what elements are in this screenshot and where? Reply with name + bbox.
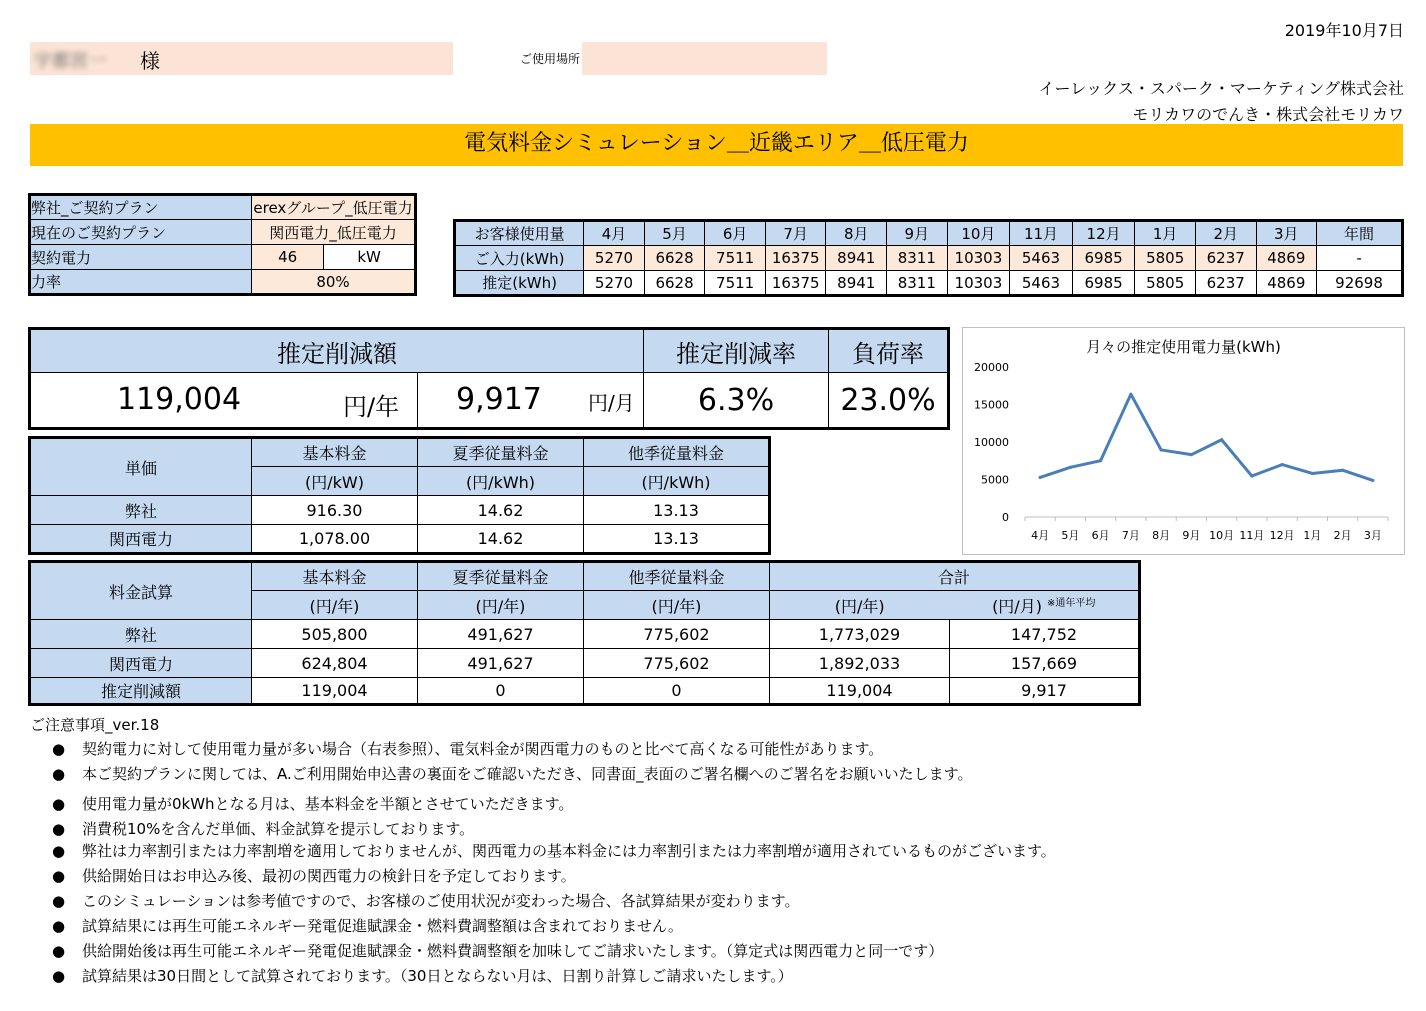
usage-input-value: 7511: [705, 246, 766, 271]
cell-value: 0: [418, 678, 584, 705]
cell-value: 916.30: [252, 496, 418, 525]
title-banner: [30, 124, 1403, 166]
data-point: [1069, 466, 1072, 469]
monthly-cell: [418, 373, 644, 429]
list-item: [52, 818, 474, 839]
customer-name-field: [30, 42, 453, 75]
x-tick-label: 6月: [1091, 529, 1110, 542]
cell-value: 157,669: [950, 649, 1140, 678]
annual-cell: [30, 373, 418, 429]
usage-month-header: 6月: [705, 221, 766, 246]
bullet-icon: ●: [52, 942, 66, 960]
usage-month-header: 12月: [1072, 221, 1135, 246]
x-tick-label: 10月: [1209, 529, 1235, 542]
rate-value: 6.3%: [644, 373, 829, 429]
usage-input-value: 6985: [1072, 246, 1135, 271]
usage-month-header: 8月: [826, 221, 887, 246]
usage-est-value: 5270: [584, 271, 645, 296]
cell-value: 0: [584, 678, 770, 705]
bullet-icon: ●: [52, 740, 66, 758]
row-name: 弊社: [30, 496, 252, 525]
trial-subheader: (円/年): [584, 591, 770, 620]
trial-monthly-subheader-cell: [950, 591, 1140, 620]
bullet-icon: ●: [52, 820, 66, 838]
trial-header: 基本料金: [252, 562, 418, 591]
data-point: [1371, 479, 1374, 482]
unit-price-table: [28, 436, 771, 555]
location-field: [582, 42, 827, 75]
usage-month-header: 10月: [947, 221, 1010, 246]
customer-name: 宇都宮一: [34, 51, 106, 72]
row-name: 関西電力: [30, 525, 252, 554]
x-tick-label: 4月: [1031, 529, 1050, 542]
note-text: このシミュレーションは参考値ですので、お客様のご使用状況が変わった場合、各試算結果が変わります。: [82, 892, 800, 910]
usage-month-header: 5月: [644, 221, 705, 246]
unit-header: 基本料金: [252, 438, 418, 467]
list-item: [52, 793, 573, 814]
trial-subheader: (円/年): [418, 591, 584, 620]
x-tick-label: 2月: [1333, 529, 1352, 542]
y-tick-label: 0: [1002, 511, 1009, 524]
notes-title: ご注意事項_ver.18: [30, 716, 160, 734]
trial-header: 他季従量料金: [584, 562, 770, 591]
pf-label: 力率: [30, 270, 252, 295]
usage-header-label: お客様使用量: [455, 221, 584, 246]
honorific: 様: [140, 49, 160, 73]
company-name-2: モリカワのでんき・株式会社モリカワ: [1132, 105, 1404, 124]
x-tick-label: 3月: [1363, 529, 1382, 542]
usage-month-header: 1月: [1135, 221, 1196, 246]
usage-input-value: 6237: [1195, 246, 1256, 271]
series-line-segment: [1312, 470, 1342, 473]
usage-input-label: ご入力(kWh): [455, 246, 584, 271]
note-text: 試算結果は30日間として試算されております。（30日とならない月は、日割り計算しご請求いたします。）: [82, 967, 793, 985]
usage-month-header: 9月: [887, 221, 948, 246]
trial-subheader: (円/年): [252, 591, 418, 620]
annual-unit: 円/年: [343, 393, 400, 421]
usage-month-header: 2月: [1195, 221, 1256, 246]
row-name: 推定削減額: [30, 678, 252, 705]
cell-value: 14.62: [418, 525, 584, 554]
cell-value: 119,004: [252, 678, 418, 705]
y-tick-label: 5000: [981, 473, 1009, 487]
list-item: [52, 915, 683, 936]
bullet-icon: ●: [52, 867, 66, 885]
report-date: 2019年10月7日: [1284, 21, 1404, 40]
data-point: [1129, 393, 1132, 396]
series-line-segment: [1070, 461, 1100, 468]
list-item: [52, 940, 943, 961]
cell-value: 1,078.00: [252, 525, 418, 554]
chart-title: 月々の推定使用電力量(kWh): [1086, 338, 1281, 356]
table-row: [30, 649, 1140, 678]
usage-est-value: 6628: [644, 271, 705, 296]
usage-est-value: 6985: [1072, 271, 1135, 296]
power-unit: kW: [324, 245, 416, 270]
usage-est-value: 5463: [1010, 271, 1073, 296]
usage-est-value: 7511: [705, 271, 766, 296]
usage-est-value: 92698: [1317, 271, 1403, 296]
data-point: [1099, 459, 1102, 462]
cell-value: 119,004: [770, 678, 950, 705]
usage-table: [453, 219, 1404, 297]
row-name: 弊社: [30, 620, 252, 649]
list-item: [52, 840, 1056, 861]
usage-est-value: 10303: [947, 271, 1010, 296]
bullet-icon: ●: [52, 765, 66, 783]
usage-est-value: 8941: [826, 271, 887, 296]
unit-price-label: 単価: [30, 438, 252, 496]
annual-value: 119,004: [117, 382, 242, 417]
power-label: 契約電力: [30, 245, 252, 270]
x-tick-label: 8月: [1152, 529, 1171, 542]
y-tick-label: 15000: [974, 398, 1009, 412]
trial-label: 料金試算: [30, 562, 252, 620]
unit-header: 他季従量料金: [584, 438, 770, 467]
cell-value: 775,602: [584, 620, 770, 649]
series-line-segment: [1252, 465, 1282, 476]
note-text: 使用電力量が0kWhとなる月は、基本料金を半額とさせていただきます。: [82, 795, 574, 813]
y-tick-label: 20000: [974, 361, 1009, 374]
list-item: [52, 763, 972, 784]
series-line-segment: [1040, 467, 1070, 477]
usage-chart: [962, 327, 1405, 555]
unit-subheader: (円/kWh): [418, 467, 584, 496]
pf-value: 80%: [252, 270, 416, 295]
data-point: [1281, 463, 1284, 466]
load-value: 23.0%: [829, 373, 949, 429]
data-point: [1341, 469, 1344, 472]
usage-input-value: 8941: [826, 246, 887, 271]
cell-value: 1,773,029: [770, 620, 950, 649]
list-item: [52, 965, 793, 986]
unit-subheader: (円/kWh): [584, 467, 770, 496]
series-line-segment: [1101, 394, 1131, 460]
usage-month-header: 4月: [584, 221, 645, 246]
bullet-icon: ●: [52, 842, 66, 860]
bullet-icon: ●: [52, 917, 66, 935]
x-tick-label: 11月: [1239, 529, 1265, 542]
cell-value: 491,627: [418, 620, 584, 649]
unit-header: 夏季従量料金: [418, 438, 584, 467]
series-line-segment: [1222, 440, 1252, 476]
note-text: 契約電力に対して使用電力量が多い場合（右表参照）、電気料金が関西電力のものと比べて高くなる可能性があります。: [82, 740, 884, 758]
cell-value: 13.13: [584, 496, 770, 525]
monthly-unit: 円/月: [588, 391, 635, 415]
usage-est-value: 8311: [887, 271, 948, 296]
table-row: [30, 525, 770, 554]
list-item: [52, 865, 576, 886]
data-point: [1250, 475, 1253, 478]
trial-header: 合計: [770, 562, 1140, 591]
note-text: 弊社は力率割引または力率割増を適用しておりませんが、関西電力の基本料金には力率割引または力率割増が適用されているものがございます。: [82, 842, 1056, 860]
series-line-segment: [1282, 465, 1312, 474]
cell-value: 505,800: [252, 620, 418, 649]
usage-input-value: 5463: [1010, 246, 1073, 271]
cell-value: 491,627: [418, 649, 584, 678]
series-line-segment: [1191, 440, 1221, 455]
note-text: 供給開始日はお申込み後、最初の関西電力の検針日を予定しております。: [82, 867, 576, 885]
usage-est-value: 16375: [765, 271, 826, 296]
usage-input-value: 8311: [887, 246, 948, 271]
note-text: 消費税10%を含んだ単価、料金試算を提示しております。: [82, 820, 475, 838]
usage-est-label: 推定(kWh): [455, 271, 584, 296]
page-title: 電気料金シミュレーション＿近畿エリア＿低圧電力: [464, 131, 969, 156]
cell-value: 13.13: [584, 525, 770, 554]
table-row: [30, 678, 1140, 705]
trial-subheader: (円/年): [770, 591, 950, 620]
usage-input-value: 5805: [1135, 246, 1196, 271]
note-text: 供給開始後は再生可能エネルギー発電促進賦課金・燃料費調整額を加味してご請求いたします。（算定式は関西電力と同一です）: [82, 942, 944, 960]
trial-table: [28, 560, 1141, 706]
cell-value: 1,892,033: [770, 649, 950, 678]
trial-header: 夏季従量料金: [418, 562, 584, 591]
note-text: 試算結果には再生可能エネルギー発電促進賦課金・燃料費調整額は含まれておりません。: [82, 917, 683, 935]
series-line-segment: [1161, 450, 1191, 455]
usage-input-value: 16375: [765, 246, 826, 271]
data-point: [1190, 453, 1193, 456]
avg-note: ※通年平均: [1047, 597, 1096, 609]
bullet-icon: ●: [52, 892, 66, 910]
y-tick-label: 10000: [974, 436, 1009, 449]
cell-value: 14.62: [418, 496, 584, 525]
usage-input-value: 5270: [584, 246, 645, 271]
x-tick-label: 12月: [1269, 529, 1295, 542]
contract-value: erexグループ_低圧電力: [252, 195, 416, 220]
contract-label: 現在のご契約プラン: [30, 220, 252, 245]
location-label: ご使用場所: [520, 52, 581, 66]
usage-est-value: 4869: [1256, 271, 1317, 296]
data-point: [1220, 438, 1223, 441]
x-tick-label: 1月: [1303, 529, 1322, 542]
cell-value: 624,804: [252, 649, 418, 678]
chart-plot: [963, 328, 1404, 554]
contract-label: 弊社_ご契約プラン: [30, 195, 252, 220]
usage-month-header: 3月: [1256, 221, 1317, 246]
usage-input-value: 6628: [644, 246, 705, 271]
trial-subheader: (円/月): [992, 596, 1042, 616]
bullet-icon: ●: [52, 967, 66, 985]
contract-value: 関西電力_低圧電力: [252, 220, 416, 245]
series-line-segment: [1343, 470, 1373, 480]
usage-input-value: -: [1317, 246, 1403, 271]
list-item: [52, 890, 799, 911]
cell-value: 775,602: [584, 649, 770, 678]
summary-table: [28, 327, 950, 430]
series-line-segment: [1131, 394, 1161, 450]
usage-month-header: 11月: [1010, 221, 1073, 246]
usage-est-value: 6237: [1195, 271, 1256, 296]
note-text: 本ご契約プランに関しては、A.ご利用開始申込書の裏面をご確認いただき、同書面_表面のご署名欄へのご署名をお願いいたします。: [82, 765, 973, 783]
load-label: 負荷率: [829, 329, 949, 373]
monthly-value: 9,917: [456, 382, 542, 417]
bullet-icon: ●: [52, 795, 66, 813]
x-tick-label: 9月: [1182, 529, 1201, 542]
rate-label: 推定削減率: [644, 329, 829, 373]
table-row: [30, 620, 1140, 649]
reduction-label: 推定削減額: [30, 329, 644, 373]
power-value: 46: [252, 245, 324, 270]
list-item: [52, 738, 883, 759]
table-row: [30, 496, 770, 525]
contract-table: [28, 193, 417, 296]
usage-month-header: 年間: [1317, 221, 1403, 246]
usage-input-value: 10303: [947, 246, 1010, 271]
company-name-1: イーレックス・スパーク・マーケティング株式会社: [1038, 79, 1404, 98]
data-point: [1311, 472, 1314, 475]
cell-value: 147,752: [950, 620, 1140, 649]
usage-est-value: 5805: [1135, 271, 1196, 296]
usage-month-header: 7月: [765, 221, 826, 246]
cell-value: 9,917: [950, 678, 1140, 705]
data-point: [1039, 476, 1042, 479]
row-name: 関西電力: [30, 649, 252, 678]
unit-subheader: (円/kW): [252, 467, 418, 496]
x-tick-label: 5月: [1061, 529, 1080, 542]
data-point: [1160, 448, 1163, 451]
usage-input-value: 4869: [1256, 246, 1317, 271]
x-tick-label: 7月: [1121, 529, 1140, 542]
